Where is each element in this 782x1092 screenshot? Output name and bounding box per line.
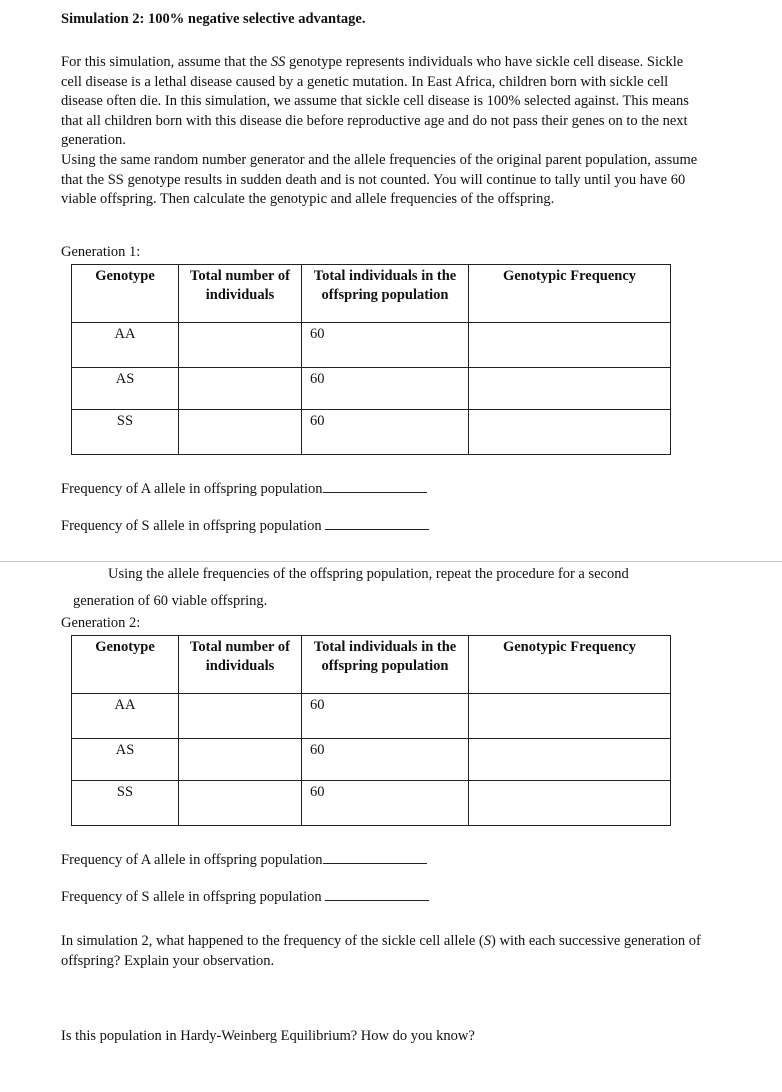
frequency-cell[interactable] xyxy=(469,323,671,368)
question-1-allele: S xyxy=(483,933,492,949)
frequency-cell[interactable] xyxy=(469,410,671,455)
offspring-cell: 60 xyxy=(302,781,469,826)
genotype-cell: SS xyxy=(72,410,179,455)
header-total-offspring: Total individuals in the offspring population xyxy=(302,265,469,323)
intro-text-continued: genotype represents individuals who have sickle cell disease. Sickle cell disease is a lethal disease caused by a genetic mutation. In East Africa, children born with sickle cell disease often die. In this simulation, we assume that sickle cell disease is 100% selected against. This means that all children born with this disease die before reproductive age and do not pass their genes on to the next generation. xyxy=(61,54,689,149)
offspring-cell: 60 xyxy=(302,323,469,368)
repeat-instruction-line-1: Using the allele frequencies of the offspring population, repeat the procedure for a second xyxy=(108,566,629,582)
total-number-cell[interactable] xyxy=(179,739,302,781)
header-genotypic-frequency: Genotypic Frequency xyxy=(469,265,671,323)
header-genotype: Genotype xyxy=(72,265,179,323)
header-total-number: Total number of individuals xyxy=(179,636,302,694)
generation-1-table xyxy=(71,264,671,455)
genotype-cell: AA xyxy=(72,323,179,368)
total-number-cell[interactable] xyxy=(179,781,302,826)
gen1-freq-s-line xyxy=(61,515,429,535)
gen1-freq-a-label: Frequency of A allele in offspring population xyxy=(61,481,323,497)
question-1 xyxy=(61,932,701,971)
gen2-freq-s-label: Frequency of S allele in offspring population xyxy=(61,889,322,905)
gen2-freq-a-line xyxy=(61,849,427,869)
question-2: Is this population in Hardy-Weinberg Equilibrium? How do you know? xyxy=(61,1028,475,1044)
total-number-cell[interactable] xyxy=(179,368,302,410)
table-row xyxy=(72,781,671,826)
frequency-cell[interactable] xyxy=(469,781,671,826)
generation-2-label: Generation 2: xyxy=(61,615,141,631)
gen2-freq-a-label: Frequency of A allele in offspring population xyxy=(61,852,323,868)
generation-1-label: Generation 1: xyxy=(61,244,141,260)
total-number-cell[interactable] xyxy=(179,694,302,739)
frequency-cell[interactable] xyxy=(469,694,671,739)
intro-text: For this simulation, assume that the xyxy=(61,54,271,70)
table-row xyxy=(72,739,671,781)
intro-paragraph-2: Using the same random number generator and the allele frequencies of the original parent population, assume that the SS genotype results in sudden death and is not counted. You will continue to tally until you have 60 viable offspring. Then calculate the genotypic and allele frequencies of the offspring. xyxy=(61,151,698,208)
table-row xyxy=(72,410,671,455)
genotype-cell: AS xyxy=(72,368,179,410)
question-1-text: In simulation 2, what happened to the frequency of the sickle cell allele ( xyxy=(61,933,484,949)
header-genotypic-frequency: Genotypic Frequency xyxy=(469,636,671,694)
genotype-cell: AS xyxy=(72,739,179,781)
gen1-freq-a-blank[interactable] xyxy=(323,478,427,493)
generation-2-table xyxy=(71,635,671,826)
gen1-freq-s-blank[interactable] xyxy=(325,515,429,530)
question-1-text-continued: ) with each successive generation of offspring? Explain your observation. xyxy=(61,933,701,969)
instructions xyxy=(61,53,701,210)
total-number-cell[interactable] xyxy=(179,323,302,368)
offspring-cell: 60 xyxy=(302,410,469,455)
table-row xyxy=(72,368,671,410)
table-header-row xyxy=(72,636,671,694)
intro-paragraph-1 xyxy=(61,53,701,151)
gen2-freq-a-blank[interactable] xyxy=(323,849,427,864)
gen1-freq-a-line xyxy=(61,478,427,498)
total-number-cell[interactable] xyxy=(179,410,302,455)
table-row xyxy=(72,694,671,739)
intro-genotype-emphasis: SS xyxy=(270,54,286,70)
table-header-row xyxy=(72,265,671,323)
genotype-cell: AA xyxy=(72,694,179,739)
gen2-freq-s-line xyxy=(61,886,429,906)
header-genotype: Genotype xyxy=(72,636,179,694)
table-row xyxy=(72,323,671,368)
header-total-offspring: Total individuals in the offspring population xyxy=(302,636,469,694)
offspring-cell: 60 xyxy=(302,368,469,410)
genotype-cell: SS xyxy=(72,781,179,826)
repeat-instruction-line-2: generation of 60 viable offspring. xyxy=(73,593,268,609)
offspring-cell: 60 xyxy=(302,694,469,739)
gen2-freq-s-blank[interactable] xyxy=(325,886,429,901)
frequency-cell[interactable] xyxy=(469,739,671,781)
gen1-freq-s-label: Frequency of S allele in offspring population xyxy=(61,518,322,534)
header-total-number: Total number of individuals xyxy=(179,265,302,323)
frequency-cell[interactable] xyxy=(469,368,671,410)
offspring-cell: 60 xyxy=(302,739,469,781)
page-title: Simulation 2: 100% negative selective advantage. xyxy=(61,11,366,27)
